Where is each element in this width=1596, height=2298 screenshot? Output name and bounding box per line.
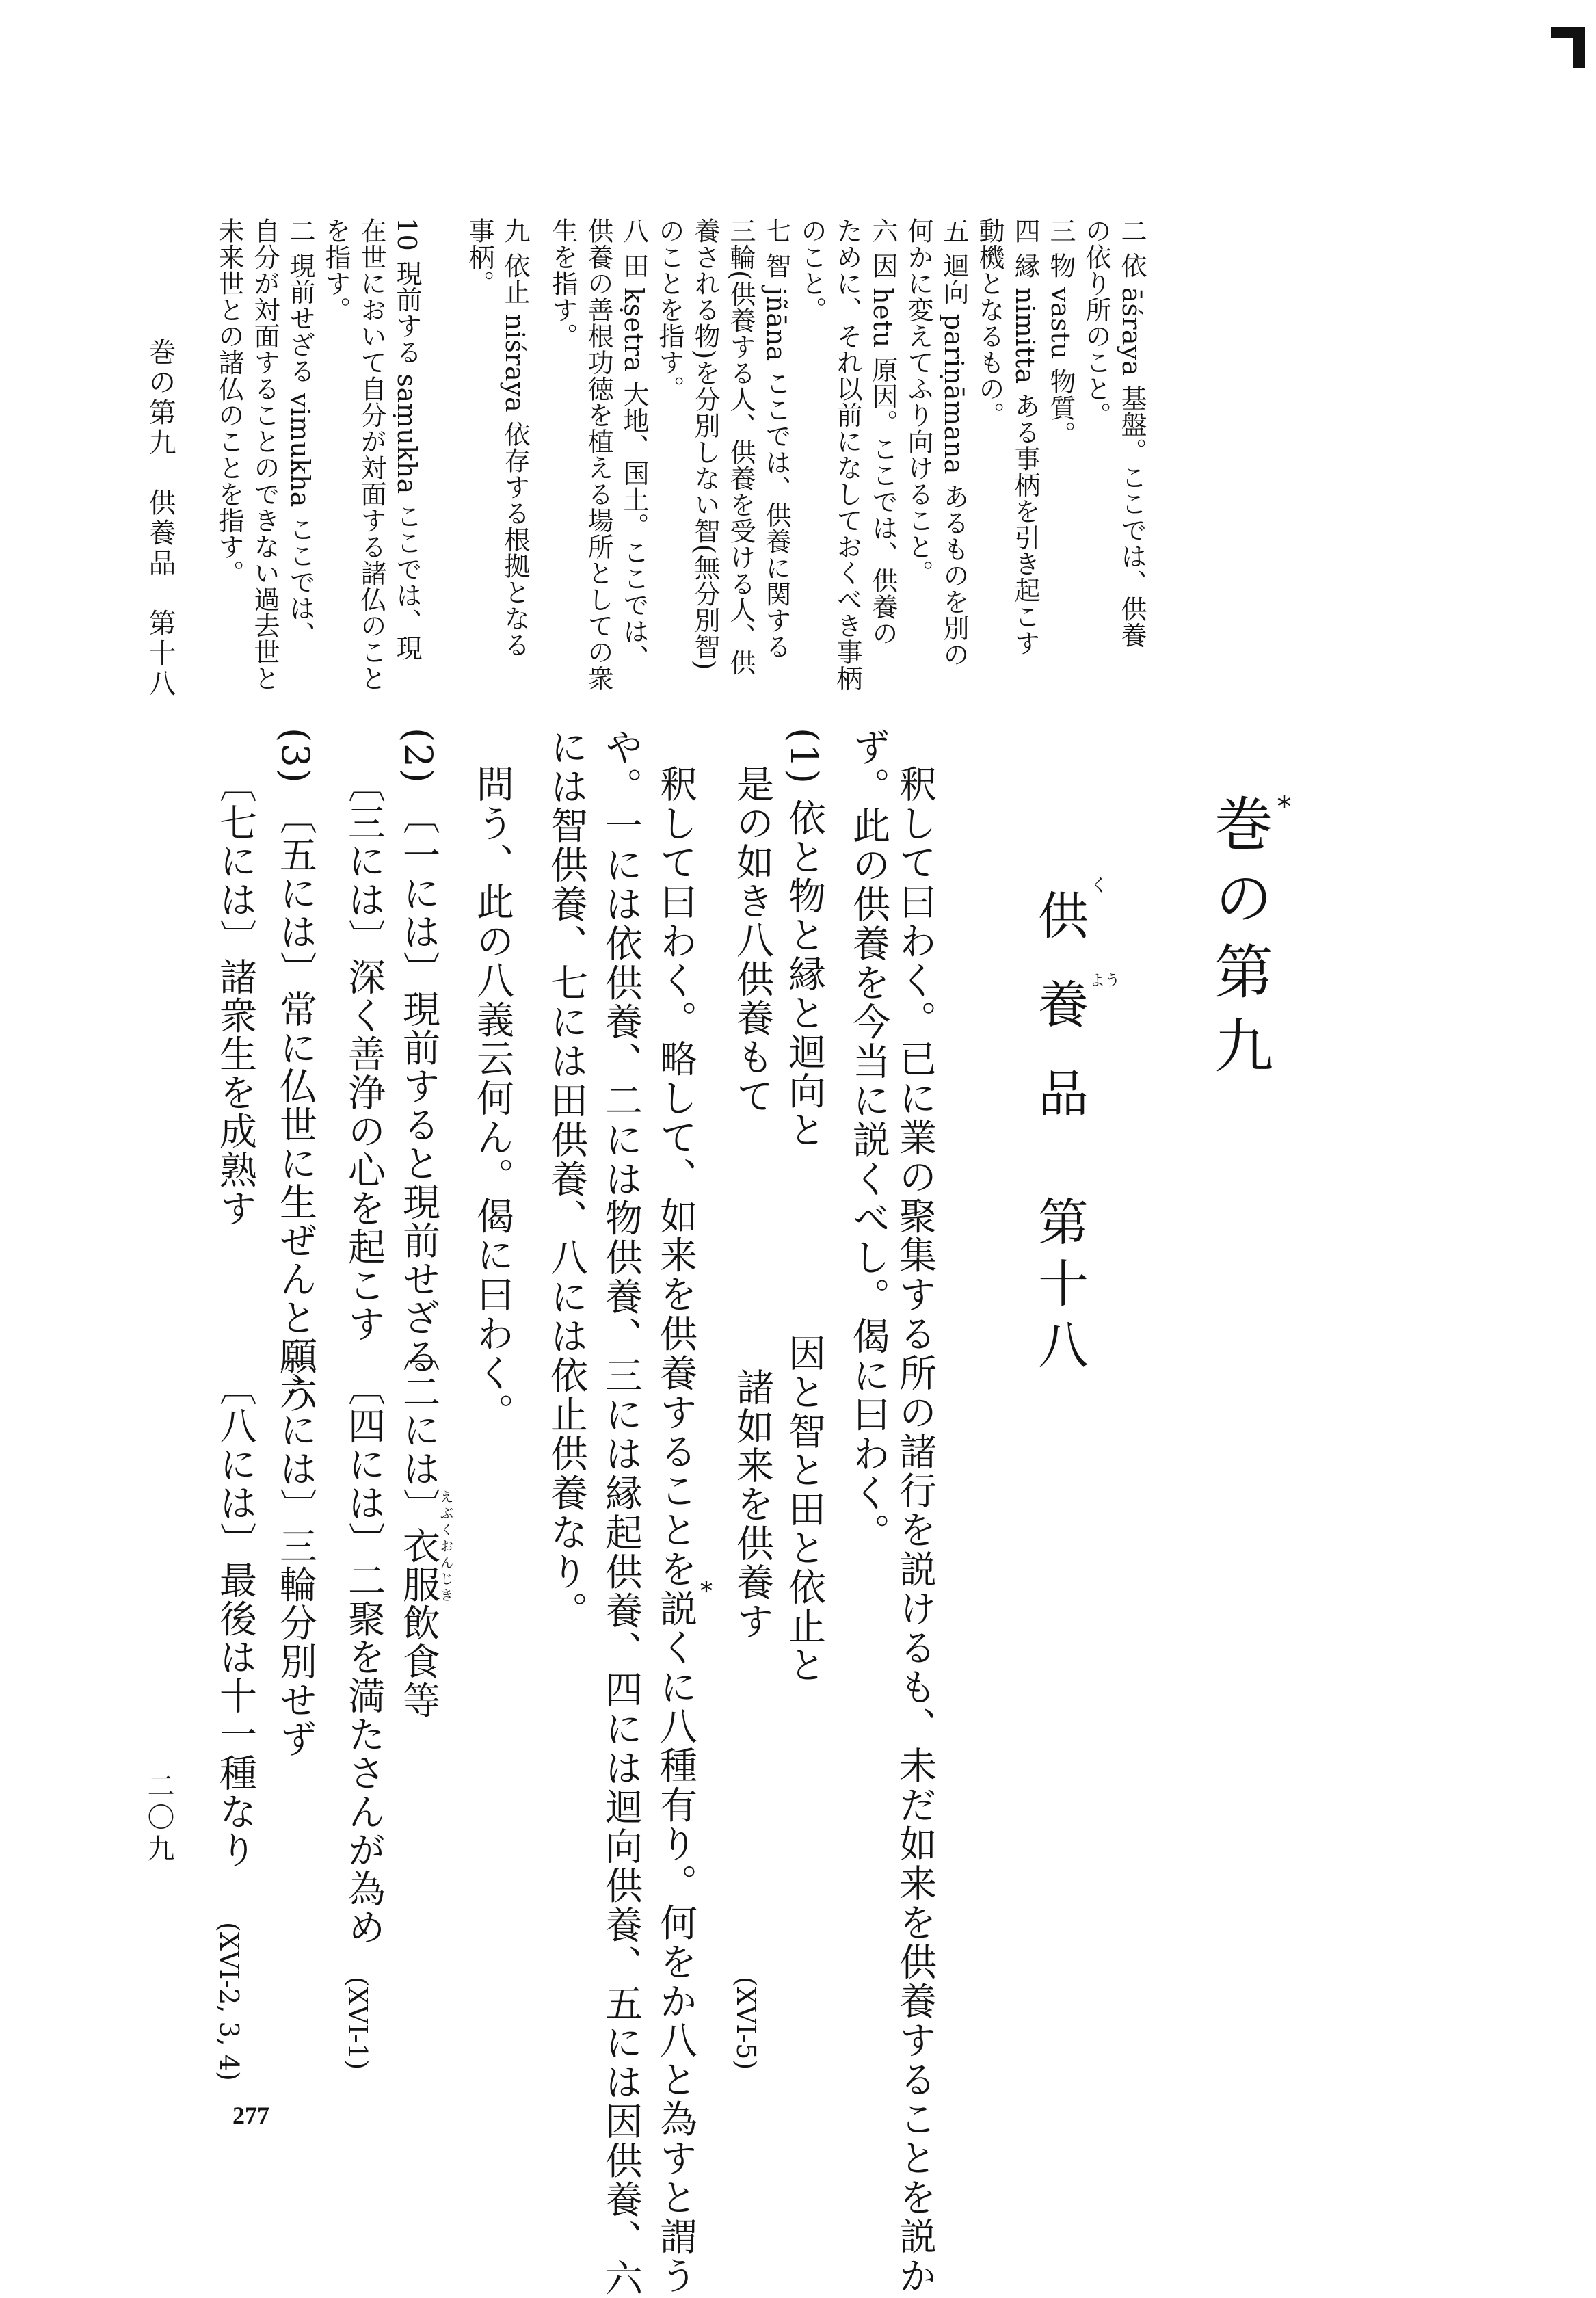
verse-3b-left: 〔七には〕諸衆生を成熟す xyxy=(213,765,257,1228)
verse-1-ref: (XVI-5) xyxy=(731,1977,761,2070)
verse-3-right: 〔六には〕三輪分別せず xyxy=(274,1334,317,1758)
note-2: 二 依 āśraya 基盤。ここでは、供養 xyxy=(1117,217,1147,648)
chapter-title xyxy=(1204,793,1273,1089)
verse-2b-left: 〔三には〕深く善浄の心を起こす xyxy=(342,765,386,1343)
verse-3-left: (3) 〔五には〕常に仏世に生ぜんと願う xyxy=(274,728,317,1414)
corner-mark-tail xyxy=(1573,27,1585,68)
note-4-cont: 動機となるもの。 xyxy=(974,217,1005,428)
page-number: 277 xyxy=(232,2102,269,2129)
verse-2-left: (2) 〔一には〕現前すると現前せざる xyxy=(397,728,440,1375)
chapter-title-rest: の第九 xyxy=(1204,867,1273,1089)
body-line-6: 問う、此の八義云何ん。偈に曰わく。 xyxy=(470,765,514,1432)
verse-3b-right: 〔八には〕最後は十一種なり xyxy=(213,1368,257,1870)
verse-1b-left: 是の如き八供養もて xyxy=(730,765,774,1115)
body-line-3-star: * xyxy=(700,1578,713,1606)
note-8: 八 田 kṣetra 大地、国土。ここでは、 xyxy=(619,217,649,671)
verse-1-right: 因と智と田と依止と xyxy=(782,1334,826,1685)
section-title: 供養品 xyxy=(1030,889,1089,1156)
body-line-5: には智供養、七には田供養、八には依止供養なり。 xyxy=(544,728,588,1631)
note-6-cont2: のこと。 xyxy=(797,217,827,323)
note-10-cont2: を指す。 xyxy=(321,217,351,323)
note-7-cont3: のことを指す。 xyxy=(654,217,684,402)
note-9-cont: 事柄。 xyxy=(464,217,494,297)
note-10: 10 現前する saṃukha ここでは、現 xyxy=(392,217,422,661)
note-11-cont2: 未来世との諸仏のことを指す。 xyxy=(214,217,244,586)
note-5-cont: 何かに変えてふり向けること。 xyxy=(903,217,933,586)
note-3: 三 物 vastu 物質。 xyxy=(1046,217,1076,448)
verse-1-left: (1) 依と物と縁と迴向と xyxy=(782,728,826,1150)
verse-2-ruby: えぶくおんじき xyxy=(438,1490,454,1604)
note-6-cont: ために、それ以前になしておくべき事柄 xyxy=(832,217,862,691)
body-line-1: 釈して曰わく。已に業の聚集する所の諸行を説けるも、未だ如来を供養することを説か xyxy=(893,765,937,2296)
note-7-cont2: 養される物)を分別しない智(無分別智) xyxy=(690,217,720,670)
note-6: 六 因 hetu 原因。ここでは、供養の xyxy=(868,217,898,646)
note-8-cont: 供養の善根功徳を植える場所としての衆 xyxy=(583,217,613,691)
note-10-cont: 在世において自分が対面する諸仏のこと xyxy=(356,217,386,691)
chapter-star: * xyxy=(1277,791,1291,823)
note-8-cont2: 生を指す。 xyxy=(548,217,578,349)
note-4: 四 縁 nimitta ある事柄を引き起こす xyxy=(1010,217,1040,657)
body-line-4: や。一には依供養、二には物供養、三には縁起供養、四には迴向供養、五には因供養、六 xyxy=(599,728,643,2298)
verse-2-right: 〔二には〕衣服飲食等 xyxy=(397,1334,440,1719)
body-line-2: ず。此の供養を今当に説くべし。偈に曰わく。 xyxy=(847,728,890,1553)
chapter-title-top: 巻 xyxy=(1204,793,1273,867)
note-5: 五 迴向 pariṇāmana あるものを別の xyxy=(939,217,969,668)
verse-2-ref: (XVI-1) xyxy=(343,1977,373,2070)
note-11-cont: 自分が対面することのできない過去世と xyxy=(250,217,280,691)
body-line-3: 釈して曰わく。略して、如来を供養することを説くに八種有り。何をか八と為すと謂う xyxy=(654,765,697,2296)
verse-2b-right: 〔四には〕二聚を満たさんが為め xyxy=(342,1368,386,1946)
page-number-kanji: 二〇九 xyxy=(143,1771,174,1866)
note-9: 九 依止 niśraya 依存する根拠となる xyxy=(500,217,530,659)
section-ruby-you: よう xyxy=(1090,973,1121,990)
note-2-cont: の依り所のこと。 xyxy=(1081,217,1111,428)
note-7: 七 智 jñāna ここでは、供養に関する xyxy=(761,217,791,660)
note-7-cont: 三輪(供養する人、供養を受ける人、供 xyxy=(726,217,756,676)
verse-3-ref: (XVI-2, 3, 4) xyxy=(214,1922,244,2081)
note-11: 二 現前せざる vimukha ここでは、 xyxy=(285,217,315,648)
verse-1b-right: 諸如来を供養す xyxy=(730,1368,774,1641)
section-number: 第十八 xyxy=(1030,1196,1089,1380)
running-head: 巻の第九 供養品 第十八 xyxy=(144,338,176,699)
section-ruby-ku: く xyxy=(1090,875,1108,896)
